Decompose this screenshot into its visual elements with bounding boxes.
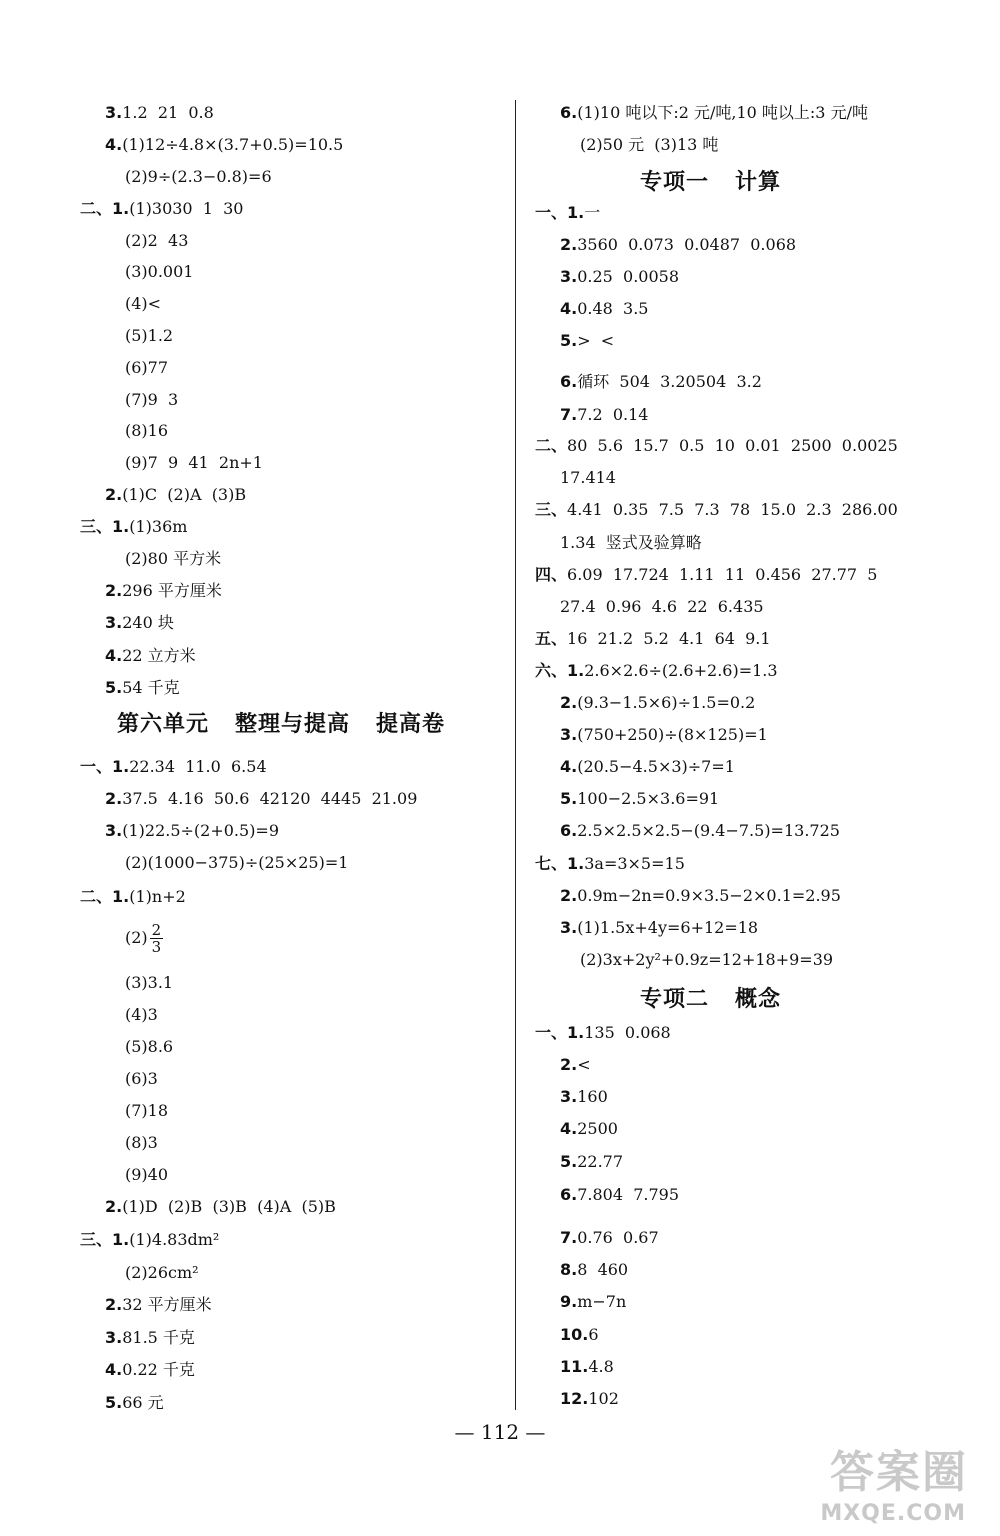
answer-text: 100−2.5×3.6=91: [577, 789, 720, 808]
answer-line: [560, 1086, 608, 1108]
fraction: [150, 922, 164, 955]
item-number: 6.: [560, 372, 578, 391]
answer-text: (6)3: [125, 1069, 158, 1088]
answer-line: [560, 467, 616, 489]
answer-line: [560, 1118, 618, 1140]
answer-line: [560, 1324, 599, 1346]
answer-text: (7)18: [125, 1101, 169, 1120]
answer-line: [560, 1259, 628, 1281]
answer-text: 160: [577, 1087, 608, 1106]
item-number: 2.: [105, 1295, 123, 1314]
item-number: 4.: [105, 646, 123, 665]
item-number: 3.: [105, 103, 123, 122]
item-number: 2.: [560, 235, 578, 254]
answer-text: (2)50 元 (3)13 吨: [580, 135, 719, 154]
answer-text: (4)<: [125, 294, 162, 313]
column-divider: [515, 100, 516, 1410]
answer-line: [125, 452, 263, 474]
section-heading: 专项一 计算: [640, 170, 781, 195]
answer-text: (4)3: [125, 1005, 158, 1024]
answer-line: [560, 788, 719, 810]
item-number: 二、: [535, 436, 568, 455]
item-number: 二、1.: [80, 199, 130, 218]
answer-text: 0.25 0.0058: [577, 267, 679, 286]
answer-text: 22 立方米: [122, 646, 196, 665]
answer-text: (1)22.5÷(2+0.5)=9: [122, 821, 280, 840]
answer-text: (1)3030 1 30: [129, 199, 244, 218]
answer-text: (6)77: [125, 358, 169, 377]
item-number: 3.: [560, 725, 578, 744]
answer-text: 循环 504 3.20504 3.2: [577, 372, 762, 391]
answer-text: 22.34 11.0 6.54: [129, 757, 267, 776]
item-number: 4.: [560, 757, 578, 776]
answer-text: (2): [125, 928, 148, 947]
answer-text: <: [577, 1055, 591, 1074]
answer-line: [125, 261, 193, 283]
answer-line: [125, 230, 188, 252]
answer-text: (9)40: [125, 1165, 169, 1184]
answer-text: 3a=3×5=15: [584, 854, 685, 873]
answer-text: (2)2 43: [125, 231, 189, 250]
fraction-numerator: 2: [151, 921, 162, 939]
item-number: 3.: [560, 1087, 578, 1106]
answer-text: > <: [577, 331, 615, 350]
answer-line: [125, 852, 348, 874]
answer-text: (3)0.001: [125, 262, 194, 281]
answer-text: (7)9 3: [125, 390, 179, 409]
answer-text: 1.34 竖式及验算略: [560, 533, 702, 552]
answer-text: (1)10 吨以下:2 元/吨,10 吨以上:3 元/吨: [577, 103, 868, 122]
answer-text: (5)1.2: [125, 326, 174, 345]
item-number: 10.: [560, 1325, 589, 1344]
answer-line: [105, 1359, 195, 1381]
answer-line: [125, 166, 272, 188]
answer-text: (2)9÷(2.3−0.8)=6: [125, 167, 272, 186]
item-number: 4.: [560, 1119, 578, 1138]
answer-line: [560, 404, 648, 426]
answer-line: [125, 389, 178, 411]
fraction-denominator: 3: [151, 938, 162, 956]
answer-line: [560, 692, 755, 714]
answer-line: [105, 820, 279, 842]
answer-line: [560, 1184, 679, 1206]
item-number: 一、1.: [80, 757, 130, 776]
item-number: 9.: [560, 1292, 578, 1311]
item-number: 4.: [105, 1360, 123, 1379]
answer-line: [560, 917, 758, 939]
item-number: 一、1.: [535, 1023, 585, 1042]
answer-line: [560, 234, 796, 256]
answer-text: (20.5−4.5×3)÷7=1: [577, 757, 735, 776]
answer-text: 0.76 0.67: [577, 1228, 659, 1247]
section-heading: 第六单元 整理与提高 提高卷: [117, 712, 445, 737]
answer-text: (1)12÷4.8×(3.7+0.5)=10.5: [122, 135, 344, 154]
item-number: 四、: [535, 565, 568, 584]
answer-line: [560, 1291, 626, 1313]
item-number: 2.: [560, 693, 578, 712]
answer-text: 135 0.068: [584, 1023, 671, 1042]
item-number: 六、1.: [535, 661, 585, 680]
item-number: 6.: [560, 1185, 578, 1204]
answer-text: 3560 0.073 0.0487 0.068: [577, 235, 797, 254]
answer-text: (8)3: [125, 1133, 158, 1152]
item-number: 3.: [105, 821, 123, 840]
answer-line: [560, 532, 702, 554]
answer-line: [125, 972, 173, 994]
answer-line: [125, 293, 161, 315]
answer-line: [560, 266, 679, 288]
answer-text: (3)3.1: [125, 973, 174, 992]
answer-line: [105, 677, 180, 699]
answer-line: [105, 134, 343, 156]
item-number: 3.: [105, 613, 123, 632]
answer-text: 6: [588, 1325, 599, 1344]
answer-line: [125, 325, 173, 347]
answer-text: 0.48 3.5: [577, 299, 649, 318]
answer-text: (5)8.6: [125, 1037, 174, 1056]
item-number: 8.: [560, 1260, 578, 1279]
answer-line: [80, 886, 186, 908]
answer-line: [560, 1054, 591, 1076]
answer-text: 2.5×2.5×2.5−(9.4−7.5)=13.725: [577, 821, 840, 840]
answer-line: [560, 724, 768, 746]
item-number: 4.: [560, 299, 578, 318]
answer-text: 17.414: [560, 468, 616, 487]
answer-line: [125, 922, 163, 955]
item-number: 二、1.: [80, 887, 130, 906]
answer-line: [125, 1164, 168, 1186]
item-number: 2.: [105, 581, 123, 600]
answer-line: [560, 1227, 659, 1249]
answer-text: (1)1.5x+4y=6+12=18: [577, 918, 759, 937]
answer-text: (2)80 平方米: [125, 549, 222, 568]
answer-text: (1)4.83dm²: [129, 1230, 220, 1249]
answer-line: [80, 198, 243, 220]
answer-line: [105, 484, 246, 506]
answer-text: 8 460: [577, 1260, 629, 1279]
answer-line: [105, 1294, 212, 1316]
answer-line: [535, 660, 778, 682]
answer-line: [560, 330, 614, 352]
answer-line: [125, 1262, 199, 1284]
answer-text: 32 平方厘米: [122, 1295, 212, 1314]
answer-text: 4.8: [588, 1357, 614, 1376]
answer-line: [125, 548, 221, 570]
item-number: 2.: [105, 485, 123, 504]
answer-text: 2500: [577, 1119, 618, 1138]
answer-line: [535, 564, 877, 586]
answer-line: [535, 435, 898, 457]
section-heading: 专项二 概念: [640, 987, 781, 1012]
answer-text: (2)(1000−375)÷(25×25)=1: [125, 853, 349, 872]
item-number: 7.: [560, 405, 578, 424]
item-number: 11.: [560, 1357, 589, 1376]
answer-text: 一: [584, 203, 601, 222]
answer-line: [105, 1327, 195, 1349]
item-number: 5.: [560, 331, 578, 350]
answer-text: (9)7 9 41 2n+1: [125, 453, 263, 472]
answer-text: 1.2 21 0.8: [122, 103, 214, 122]
answer-text: 102: [588, 1389, 619, 1408]
answer-text: 296 平方厘米: [122, 581, 222, 600]
answer-text: m−7n: [577, 1292, 627, 1311]
answer-text: (1)C (2)A (3)B: [122, 485, 247, 504]
answer-line: [105, 1392, 164, 1414]
item-number: 5.: [560, 789, 578, 808]
answer-line: [535, 499, 898, 521]
answer-line: [80, 1229, 219, 1251]
answer-text: 80 5.6 15.7 0.5 10 0.01 2500 0.0025: [567, 436, 898, 455]
answer-text: (1)D (2)B (3)B (4)A (5)B: [122, 1197, 336, 1216]
answer-text: (2)26cm²: [125, 1263, 199, 1282]
item-number: 2.: [560, 1055, 578, 1074]
item-number: 2.: [560, 886, 578, 905]
answer-line: [125, 1068, 158, 1090]
item-number: 5.: [105, 1393, 123, 1412]
answer-text: 7.804 7.795: [577, 1185, 679, 1204]
answer-line: [580, 949, 833, 971]
answer-text: 16 21.2 5.2 4.1 64 9.1: [567, 629, 771, 648]
answer-line: [560, 1356, 614, 1378]
answer-text: (2)3x+2y²+0.9z=12+18+9=39: [580, 950, 834, 969]
item-number: 三、1.: [80, 1230, 130, 1249]
answer-line: [535, 1022, 671, 1044]
answer-line: [560, 371, 762, 393]
answer-text: 81.5 千克: [122, 1328, 195, 1347]
answer-text: 27.4 0.96 4.6 22 6.435: [560, 597, 764, 616]
item-number: 3.: [560, 267, 578, 286]
answer-text: 66 元: [122, 1393, 164, 1412]
answer-text: 54 千克: [122, 678, 180, 697]
answer-line: [80, 756, 267, 778]
answer-text: 37.5 4.16 50.6 42120 4445 21.09: [122, 789, 418, 808]
answer-line: [105, 1196, 336, 1218]
item-number: 一、1.: [535, 203, 585, 222]
answer-text: 4.41 0.35 7.5 7.3 78 15.0 2.3 286.00: [567, 500, 898, 519]
item-number: 2.: [105, 789, 123, 808]
item-number: 三、: [535, 500, 568, 519]
answer-line: [560, 596, 764, 618]
item-number: 三、1.: [80, 517, 130, 536]
answer-text: 0.9m−2n=0.9×3.5−2×0.1=2.95: [577, 886, 841, 905]
answer-line: [560, 1151, 623, 1173]
answer-line: [560, 885, 841, 907]
item-number: 12.: [560, 1389, 589, 1408]
answer-line: [560, 102, 868, 124]
answer-line: [125, 1100, 168, 1122]
answer-line: [105, 580, 222, 602]
answer-text: (8)16: [125, 421, 169, 440]
answer-text: (1)n+2: [129, 887, 186, 906]
answer-text: 2.6×2.6÷(2.6+2.6)=1.3: [584, 661, 778, 680]
answer-text: (9.3−1.5×6)÷1.5=0.2: [577, 693, 756, 712]
answer-line: [105, 788, 417, 810]
answer-text: 6.09 17.724 1.11 11 0.456 27.77 5: [567, 565, 878, 584]
answer-line: [560, 756, 735, 778]
page-number: — 112 —: [454, 1420, 546, 1444]
answer-line: [80, 516, 187, 538]
answer-line: [535, 853, 685, 875]
answer-line: [125, 1036, 173, 1058]
answer-line: [535, 628, 771, 650]
watermark-logo: [808, 1436, 978, 1526]
answer-line: [535, 202, 600, 224]
watermark-text: 答案圈: [830, 1447, 968, 1498]
answer-text: (750+250)÷(8×125)=1: [577, 725, 768, 744]
answer-text: 0.22 千克: [122, 1360, 195, 1379]
item-number: 5.: [560, 1152, 578, 1171]
item-number: 6.: [560, 103, 578, 122]
answer-text: (1)36m: [129, 517, 188, 536]
answer-line: [560, 1388, 619, 1410]
item-number: 七、1.: [535, 854, 585, 873]
answer-line: [560, 298, 648, 320]
answer-line: [105, 645, 196, 667]
item-number: 3.: [105, 1328, 123, 1347]
answer-line: [105, 102, 214, 124]
answer-line: [560, 820, 840, 842]
answer-line: [125, 357, 168, 379]
answer-line: [125, 1132, 158, 1154]
item-number: 5.: [105, 678, 123, 697]
answer-text: 240 块: [122, 613, 174, 632]
answer-text: 22.77: [577, 1152, 624, 1171]
item-number: 6.: [560, 821, 578, 840]
item-number: 五、: [535, 629, 568, 648]
answer-line: [580, 134, 718, 156]
answer-line: [105, 612, 174, 634]
answer-line: [125, 420, 168, 442]
answer-line: [125, 1004, 158, 1026]
item-number: 7.: [560, 1228, 578, 1247]
item-number: 4.: [105, 135, 123, 154]
item-number: 2.: [105, 1197, 123, 1216]
item-number: 3.: [560, 918, 578, 937]
answer-text: 7.2 0.14: [577, 405, 649, 424]
watermark-url: MXQE.COM: [820, 1501, 966, 1526]
